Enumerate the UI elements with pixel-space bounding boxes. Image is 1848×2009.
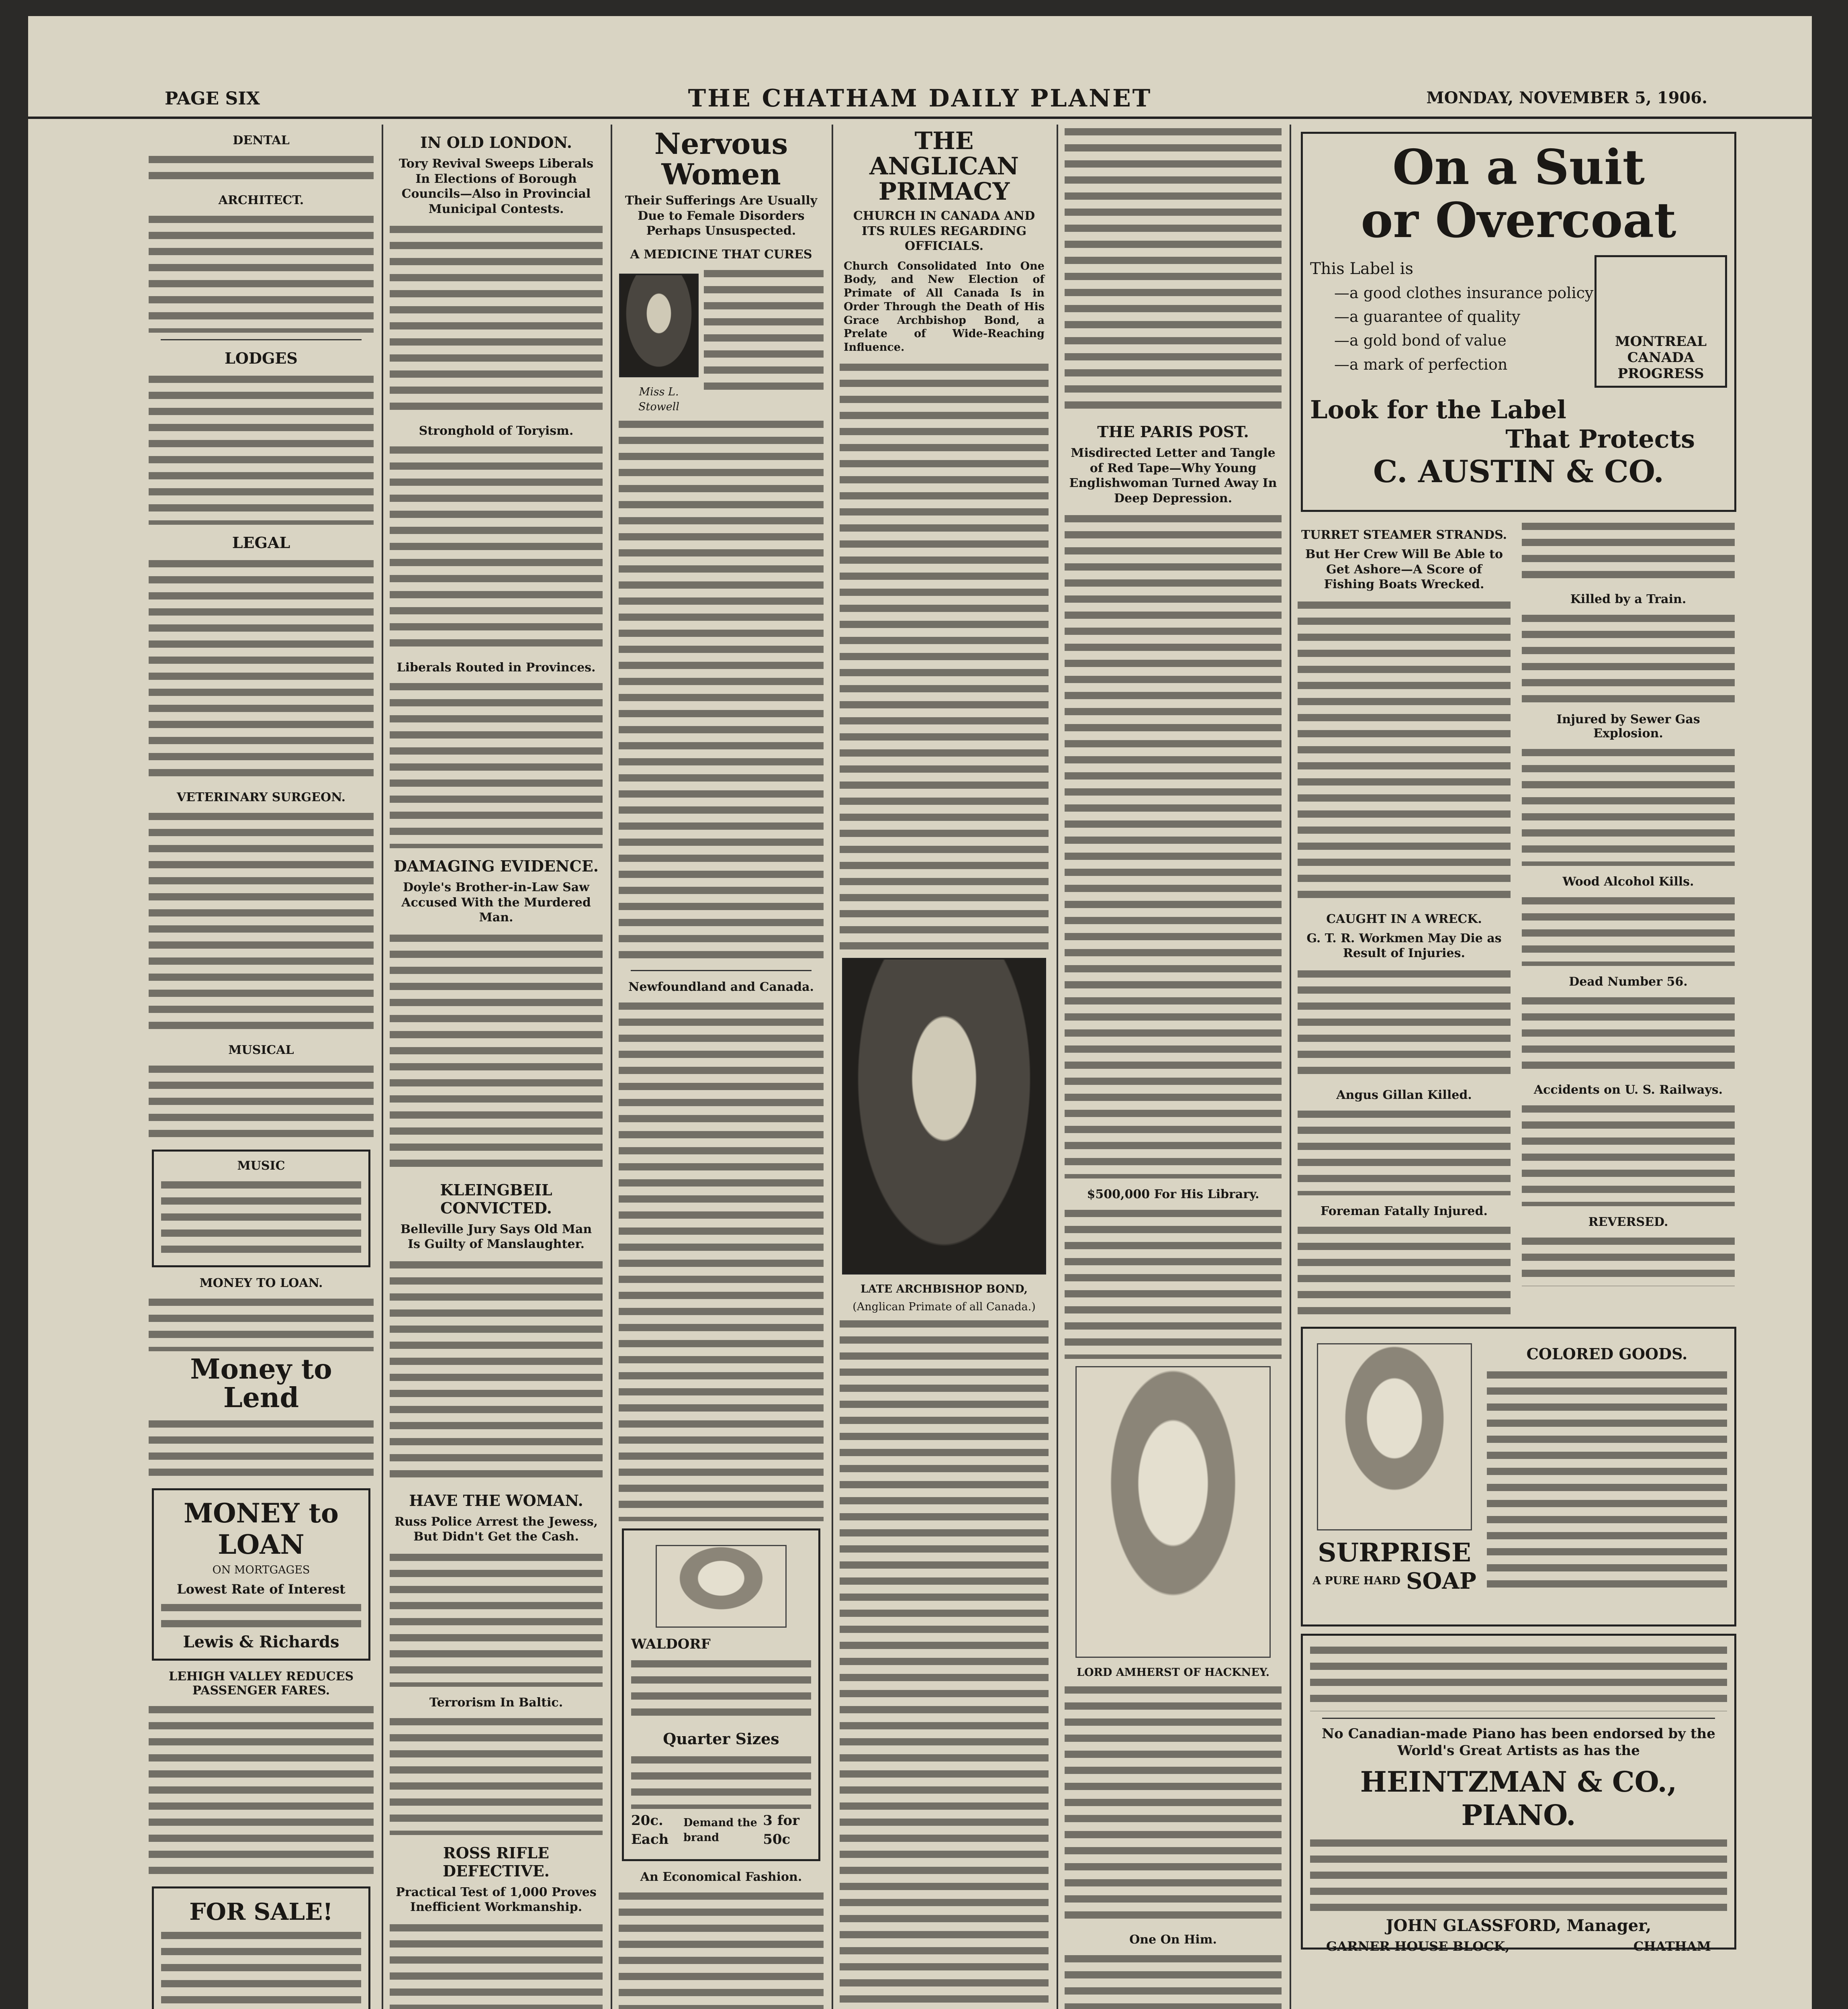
caught-article <box>1298 967 1511 1079</box>
issue-date: MONDAY, NOVEMBER 5, 1906. <box>1426 88 1707 107</box>
lodges-listing <box>149 372 374 525</box>
amherst-article <box>1065 1683 1282 1924</box>
caught-heading: CAUGHT IN A WRECK. <box>1326 912 1482 926</box>
wood-alcohol-subhead: Wood Alcohol Kills. <box>1562 875 1694 889</box>
money-to-lend-heading: Money to Lend <box>190 1353 332 1414</box>
page-label: PAGE SIX <box>165 88 260 109</box>
damaging-evidence-heading: DAMAGING EVIDENCE. <box>394 857 599 875</box>
have-the-woman-heading: HAVE THE WOMAN. <box>409 1491 583 1510</box>
nervous-women-heading: Nervous Women <box>654 127 788 191</box>
price-three: 3 for 50c <box>763 1812 799 1848</box>
terrorism-article <box>390 1714 603 1835</box>
reversed-article <box>1522 1234 1735 1286</box>
column-rule <box>611 125 612 2009</box>
money-to-loan-ad: MONEY to LOAN <box>184 1497 339 1560</box>
news-column-4 <box>840 125 1049 2009</box>
portrait-caption: Miss L. Stowell <box>638 385 679 413</box>
money-to-loan-heading: MONEY TO LOAN. <box>199 1276 323 1290</box>
colored-goods-text <box>1487 1368 1727 1593</box>
sewer-article <box>1522 745 1735 866</box>
woman-deck: Russ Police Arrest the Jewess, But Didn't Get the Cash. <box>394 1514 598 1544</box>
look-for-label: Look for the Label <box>1310 395 1566 424</box>
reversed-heading: REVERSED. <box>1588 1215 1668 1229</box>
lodges-heading: LODGES <box>225 349 298 367</box>
tory-deck: Tory Revival Sweeps Liberals In Elections of Borough Councils—Also in Provincial Municipal Contests. <box>399 157 594 216</box>
price-each: 20c. Each <box>631 1812 669 1848</box>
caught-deck: G. T. R. Workmen May Die as Result of Injuries. <box>1306 931 1502 960</box>
architect-listing <box>149 212 374 333</box>
policy-4: —a mark of perfection <box>1334 355 1508 373</box>
archbishop-bond-photo <box>842 958 1046 1275</box>
suit-line-2: or Overcoat <box>1361 192 1676 249</box>
ads-column <box>1298 125 1740 2009</box>
waldorf-text <box>631 1657 811 1721</box>
news-column-5 <box>1065 125 1282 2009</box>
newspaper-page <box>28 16 1812 2009</box>
nervous-deck: Their Sufferings Are Usually Due to Female Disorders Perhaps Unsuspected. <box>625 194 818 238</box>
library-article <box>1065 1206 1282 1359</box>
directory-column <box>149 125 374 2009</box>
that-protects: That Protects <box>1505 424 1695 454</box>
quarter-sizes: Quarter Sizes <box>663 1729 779 1748</box>
veterinary-heading: VETERINARY SURGEON. <box>176 790 346 804</box>
collar-illustration <box>656 1545 787 1628</box>
amherst-caption: LORD AMHERST OF HACKNEY. <box>1076 1666 1270 1679</box>
economical-article <box>619 1889 824 2009</box>
one-on-him-heading: One On Him. <box>1129 1932 1217 1947</box>
woman-portrait-image <box>619 274 699 377</box>
lehigh-article <box>149 1702 374 1879</box>
in-old-london-heading: IN OLD LONDON. <box>420 133 572 151</box>
woman-article <box>390 1550 603 1687</box>
killed-train-article <box>1522 611 1735 704</box>
anglican-deck: CHURCH IN CANADA AND ITS RULES REGARDING OFFICIALS. <box>853 209 1035 253</box>
waldorf-heading: WALDORF <box>631 1636 711 1653</box>
heintzman-piano-ad <box>1301 1634 1736 1954</box>
news-column-3 <box>619 125 824 2009</box>
doyle-deck: Doyle's Brother-in-Law Saw Accused With the Murdered Man. <box>401 880 591 925</box>
kleingbeil-deck: Belleville Jury Says Old Man Is Guilty of Manslaughter. <box>400 1222 592 1251</box>
doyle-article <box>390 931 603 1172</box>
turret-heading: TURRET STEAMER STRANDS. <box>1301 528 1507 542</box>
column-rule <box>832 125 833 2009</box>
austin-name: C. AUSTIN & CO. <box>1373 454 1664 489</box>
anglican-article <box>840 360 1049 951</box>
surprise-brand: SURPRISE <box>1318 1537 1471 1568</box>
sewer-subhead: Injured by Sewer Gas Explosion. <box>1556 712 1700 741</box>
foreman-subhead: Foreman Fatally Injured. <box>1321 1204 1488 1218</box>
demand-brand: Demand the brand <box>683 1816 757 1844</box>
dental-listing <box>149 152 374 184</box>
progress-label-logo: MONTREAL CANADA PROGRESS <box>1595 255 1727 388</box>
endorsed-text: No Canadian-made Piano has been endorsed by the World's Great Artists as has the <box>1322 1725 1715 1759</box>
label-is: This Label is <box>1310 260 1413 278</box>
liberals-article <box>390 679 603 848</box>
money-to-lend-listing <box>149 1417 374 1481</box>
accidents-subhead: Accidents on U. S. Railways. <box>1533 1083 1723 1097</box>
accidents-article <box>1522 1102 1735 1206</box>
loan-ad-body <box>161 1600 361 1633</box>
music-heading: MUSIC <box>237 1159 285 1173</box>
angus-article <box>1298 1107 1511 1195</box>
nervous-intro <box>704 266 824 395</box>
column-rule <box>1057 125 1058 2009</box>
killed-train-subhead: Killed by a Train. <box>1570 592 1687 606</box>
lowest-rate-text: Lowest Rate of Interest <box>177 1581 345 1597</box>
column-rule <box>382 125 383 2009</box>
medicine-subhead: A MEDICINE THAT CURES <box>630 247 812 262</box>
piano-testimonials <box>1310 1643 1727 1711</box>
wood-alcohol-article <box>1522 894 1735 966</box>
lehigh-heading: LEHIGH VALLEY REDUCES PASSENGER FARES. <box>168 1669 354 1698</box>
liberals-routed-subhead: Liberals Routed in Provinces. <box>397 661 596 675</box>
musical-listing <box>149 1062 374 1142</box>
nervous-article <box>619 417 824 964</box>
library-subhead: $500,000 For His Library. <box>1087 1187 1259 1201</box>
terrorism-subhead: Terrorism In Baltic. <box>429 1695 563 1710</box>
colored-goods-heading: COLORED GOODS. <box>1526 1344 1688 1363</box>
anglican-article-cont <box>840 1317 1049 2009</box>
stronghold-article <box>390 443 603 652</box>
policy-3: —a gold bond of value <box>1334 331 1507 350</box>
newfoundland-heading: Newfoundland and Canada. <box>628 980 814 994</box>
legal-heading: LEGAL <box>232 534 290 552</box>
economical-heading: An Economical Fashion. <box>640 1870 802 1884</box>
anglican-heading: THE ANGLICAN PRIMACY <box>869 127 1019 206</box>
architect-heading: ARCHITECT. <box>218 193 304 207</box>
mortgages-text: ON MORTGAGES <box>212 1563 310 1576</box>
bond-caption-2: (Anglican Primate of all Canada.) <box>852 1300 1036 1313</box>
turret-deck: But Her Crew Will Be Able to Get Ashore—A Score of Fishing Boats Wrecked. <box>1305 547 1503 591</box>
policy-1: —a good clothes insurance policy <box>1334 284 1594 302</box>
turret-article <box>1298 598 1511 903</box>
paris-post-heading: THE PARIS POST. <box>1097 423 1249 441</box>
wreck-continued <box>1522 519 1735 583</box>
ross-article <box>390 1921 603 2009</box>
kleingbeil-heading: KLEINGBEIL CONVICTED. <box>440 1180 552 1217</box>
money-to-loan-listing <box>149 1295 374 1351</box>
glassford-name: JOHN GLASSFORD, Manager, <box>1386 1916 1652 1935</box>
surprise-soap-ad <box>1301 1327 1736 1626</box>
woman-laundry-illustration <box>1317 1343 1472 1530</box>
ross-deck: Practical Test of 1,000 Proves Inefficient Workmanship. <box>396 1885 597 1914</box>
for-sale-heading: FOR SALE! <box>189 1898 333 1926</box>
bond-caption: LATE ARCHBISHOP BOND, <box>861 1283 1028 1295</box>
paris-article <box>1065 511 1282 1178</box>
newfoundland-article <box>619 999 824 1521</box>
one-on-him-article <box>1065 1952 1282 2009</box>
lewis-richards: Lewis & Richards <box>183 1633 339 1652</box>
newspaper-title: THE CHATHAM DAILY PLANET <box>688 84 1152 113</box>
dead-article <box>1522 994 1735 1074</box>
lord-amherst-portrait <box>1075 1366 1271 1658</box>
ross-rifle-heading: ROSS RIFLE DEFECTIVE. <box>443 1843 550 1880</box>
musical-heading: MUSICAL <box>228 1043 294 1057</box>
paris-deck: Misdirected Letter and Tangle of Red Tape—Why Young Englishwoman Turned Away In Deep Depression. <box>1069 446 1277 505</box>
quarter-text <box>631 1753 811 1809</box>
heintzman-heading: HEINTZMAN & CO., PIANO. <box>1360 1765 1677 1832</box>
foreman-article <box>1298 1223 1511 1320</box>
chatham-city: CHATHAM <box>1633 1938 1711 1954</box>
stronghold-subhead: Stronghold of Toryism. <box>419 424 574 438</box>
primacy-continued <box>1065 125 1282 414</box>
for-sale-listing <box>161 1928 361 2009</box>
suit-line-1: On a Suit <box>1392 139 1645 196</box>
column-rule <box>1290 125 1291 2009</box>
dead-subhead: Dead Number 56. <box>1569 975 1688 989</box>
masthead <box>28 76 1812 119</box>
dental-heading: DENTAL <box>233 133 290 147</box>
music-listing <box>161 1178 361 1258</box>
soap-word: SOAP <box>1406 1567 1476 1594</box>
veterinary-listing <box>149 809 374 1034</box>
kleingbeil-article <box>390 1258 603 1483</box>
policy-2: —a guarantee of quality <box>1334 308 1521 326</box>
anglican-sub: Church Consolidated Into One Body, and New Election of Primate of All Canada Is in Order Through the Death of His Grace Archbishop Bond, a Prelate of Wide-Reaching Influence. <box>844 260 1045 354</box>
london-article <box>390 222 603 415</box>
garner-block: GARNER HOUSE BLOCK, <box>1326 1938 1510 1954</box>
angus-subhead: Angus Gillan Killed. <box>1336 1088 1472 1102</box>
news-column-2 <box>390 125 603 2009</box>
pure-hard-text: A PURE HARD <box>1312 1574 1401 1587</box>
piano-body <box>1310 1836 1727 1916</box>
austin-clothing-ad <box>1301 132 1736 512</box>
legal-listing <box>149 556 374 782</box>
